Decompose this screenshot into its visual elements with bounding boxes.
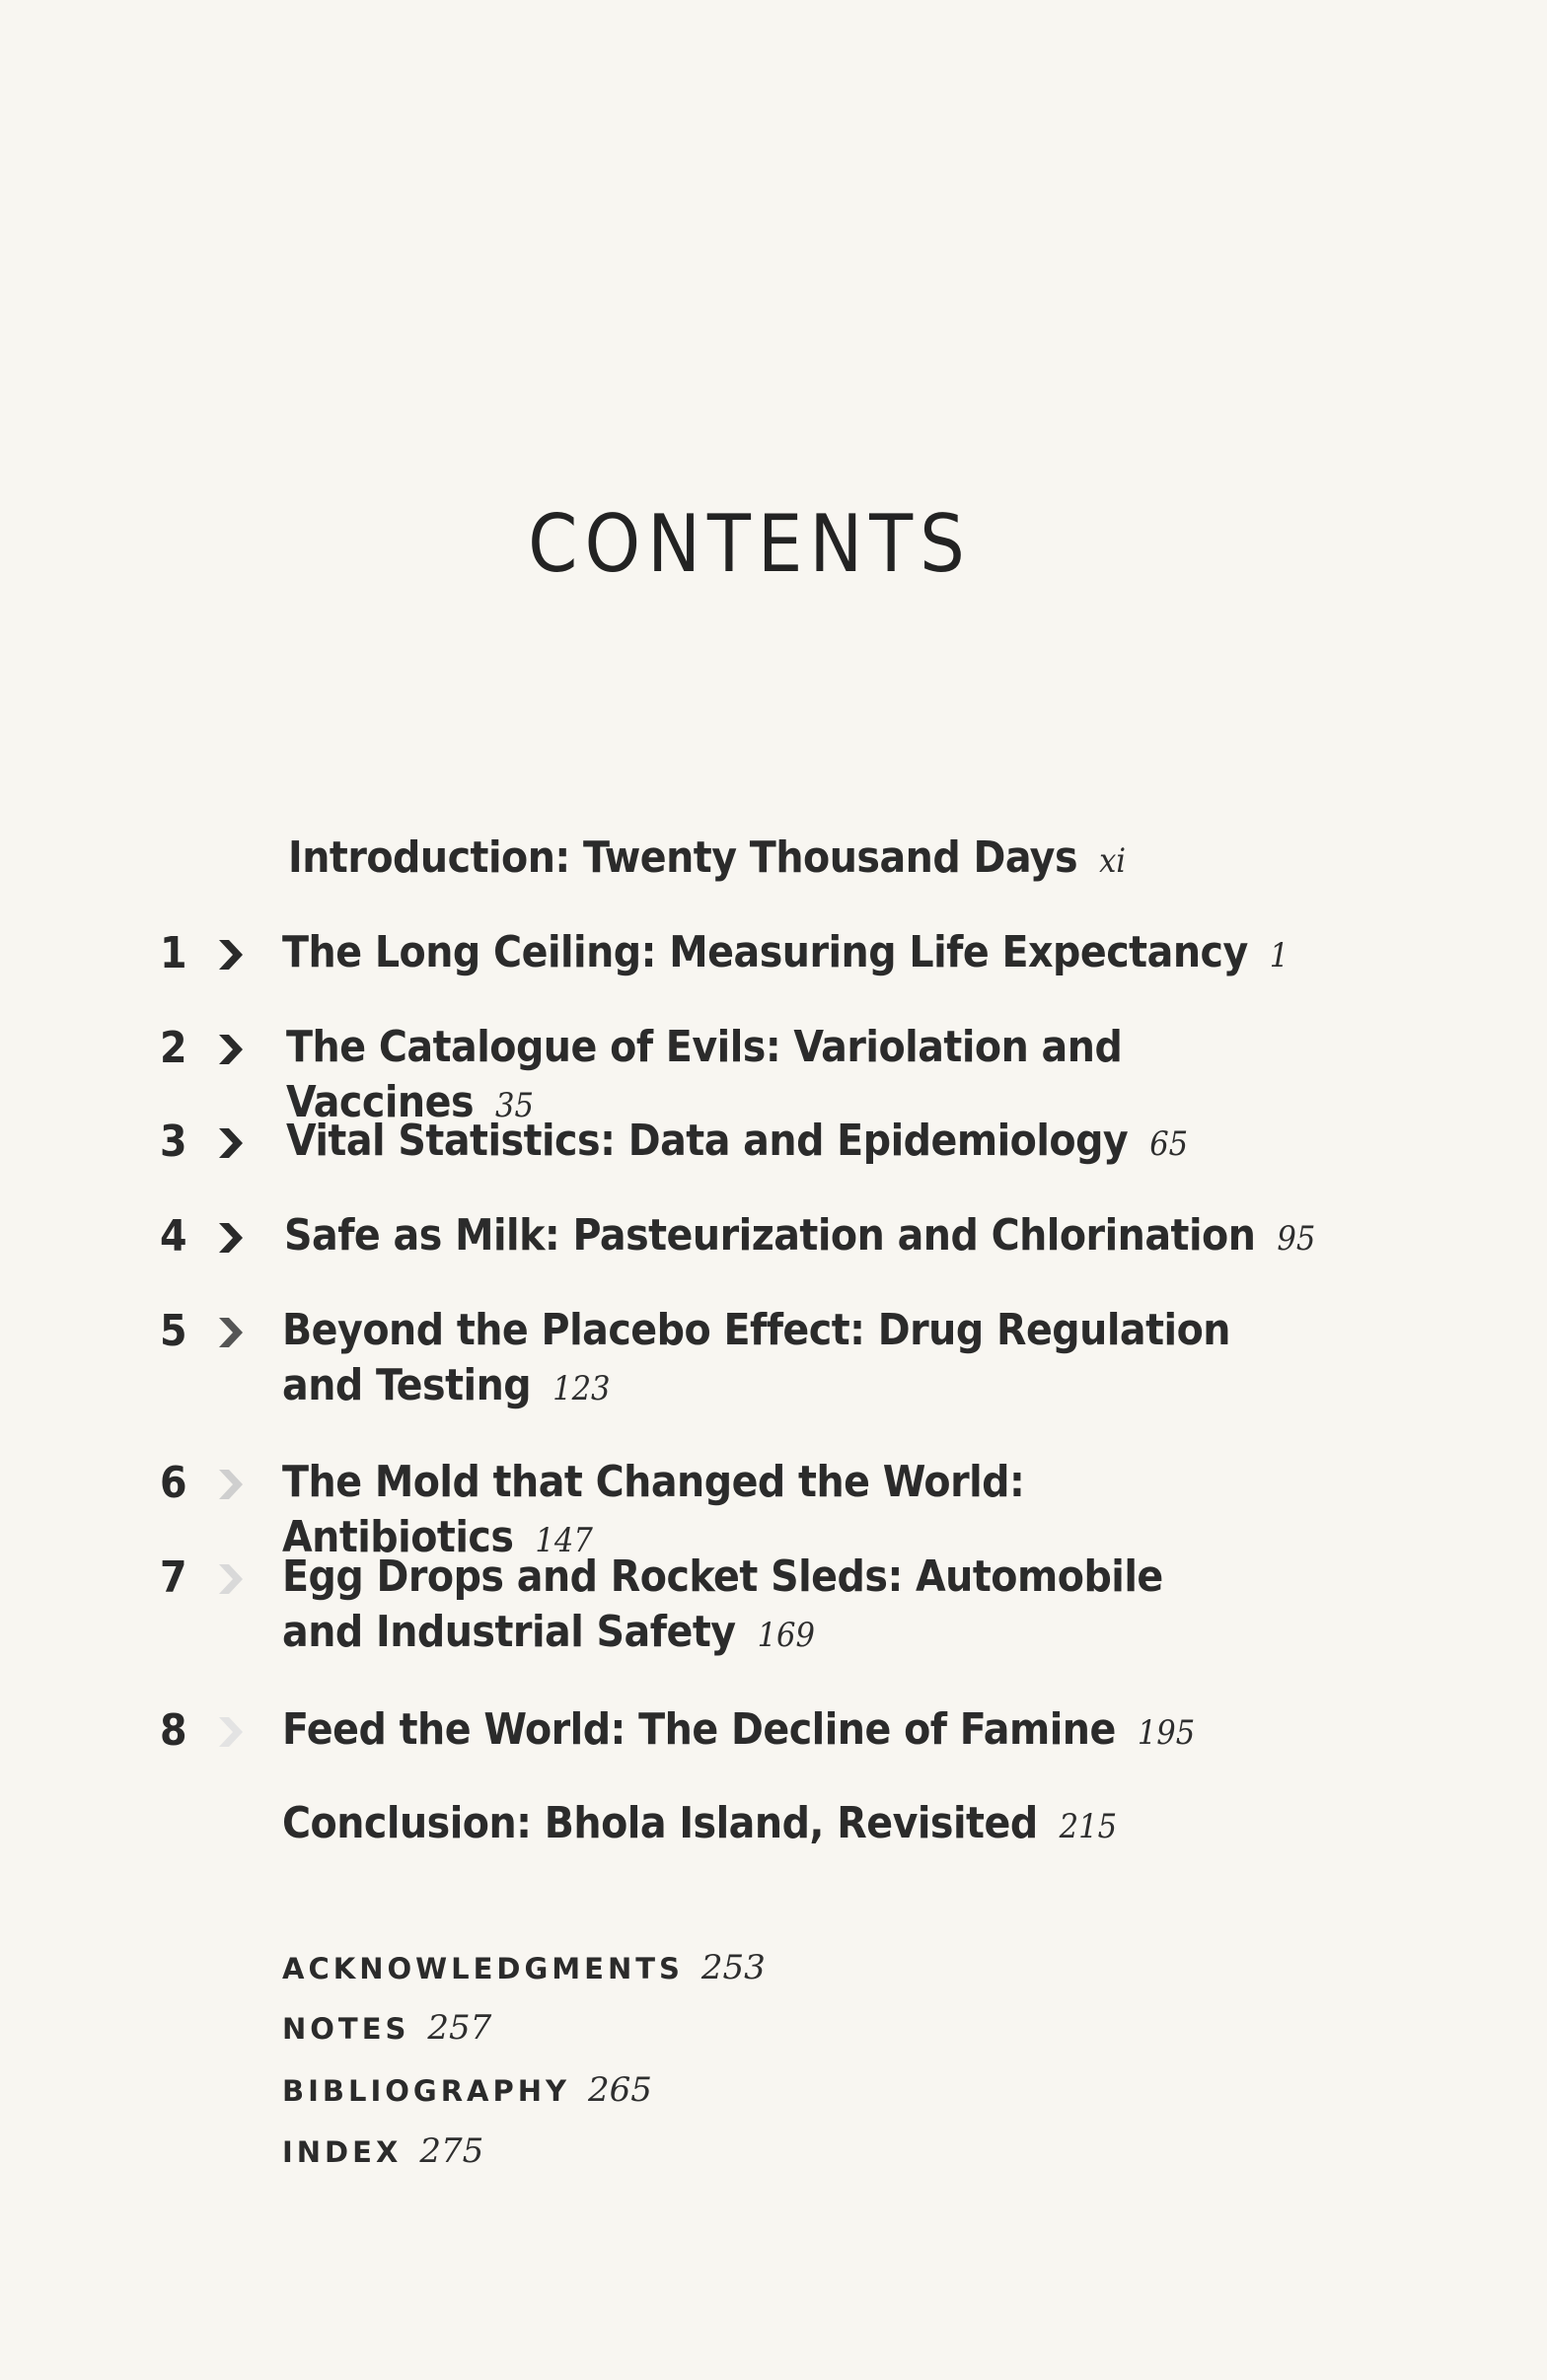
entry-title (282, 1550, 1348, 1663)
entry-title (282, 1702, 1348, 1761)
back-matter-page: 257 (427, 2008, 492, 2048)
entry-page: 65 (1149, 1124, 1189, 1164)
chevron-right-icon (215, 1318, 245, 1347)
page-title: CONTENTS (528, 498, 972, 590)
entry-page: 169 (757, 1616, 815, 1655)
entry-title-text: The Catalogue of Evils: Variolation and Vaccines (286, 1022, 1123, 1127)
entry-title (284, 1208, 1350, 1266)
entry-page: 215 (1059, 1807, 1118, 1846)
entry-title-text: Introduction: Twenty Thousand Days (288, 832, 1078, 883)
chapter-number: 5 (160, 1306, 187, 1356)
entry-title-text: Safe as Milk: Pasteurization and Chlorination (284, 1210, 1256, 1261)
chapter-number: 7 (160, 1552, 187, 1603)
back-matter-label: BIBLIOGRAPHY (282, 2074, 571, 2108)
chevron-right-icon (215, 1470, 245, 1499)
chapter-number: 6 (160, 1458, 187, 1508)
back-matter-page: 253 (700, 1948, 766, 1987)
chapter-number: 4 (160, 1211, 187, 1262)
chapter-number: 3 (160, 1117, 187, 1167)
entry-page: 147 (535, 1521, 593, 1560)
chevron-right-icon (215, 1223, 245, 1253)
entry-title-line-2 (282, 1358, 1348, 1416)
entry-page: 195 (1137, 1713, 1196, 1753)
entry-page: 123 (552, 1369, 611, 1408)
chevron-right-icon (215, 940, 245, 970)
entry-title-line-1: Egg Drops and Rocket Sleds: Automobile (282, 1551, 1163, 1602)
entry-title-text: Conclusion: Bhola Island, Revisited (282, 1798, 1038, 1848)
entry-title (282, 1303, 1348, 1416)
entry-page: xi (1099, 841, 1127, 881)
chapter-number: 8 (160, 1705, 187, 1756)
entry-title-line-2 (282, 1605, 1348, 1663)
entry-title-line-1: Beyond the Placebo Effect: Drug Regulation (282, 1305, 1230, 1355)
back-matter-label: ACKNOWLEDGMENTS (282, 1952, 684, 1985)
chevron-right-icon (215, 1564, 245, 1594)
entry-title-text: Vital Statistics: Data and Epidemiology (286, 1116, 1129, 1166)
entry-title-text: and Testing (282, 1360, 532, 1410)
back-matter-index (282, 2131, 483, 2172)
back-matter-page: 265 (588, 2070, 652, 2110)
entry-title-text: The Mold that Changed the World: Antibiotics (282, 1457, 1025, 1562)
entry-title-text: and Industrial Safety (282, 1607, 736, 1657)
chapter-number: 2 (160, 1023, 187, 1073)
chevron-right-icon (215, 1128, 245, 1158)
back-matter-label: NOTES (282, 2012, 410, 2046)
back-matter-acknowledgments (282, 1948, 766, 1988)
entry-title (282, 925, 1348, 983)
chapter-number: 1 (160, 928, 187, 978)
entry-page: 35 (495, 1086, 534, 1125)
back-matter-bibliography (282, 2070, 652, 2111)
back-matter-label: INDEX (282, 2135, 403, 2169)
entry-title (286, 1114, 1352, 1172)
entry-title-text: Feed the World: The Decline of Famine (282, 1704, 1116, 1755)
entry-title-text: The Long Ceiling: Measuring Life Expectancy (282, 927, 1248, 977)
chevron-right-icon (215, 1717, 245, 1747)
back-matter-page: 275 (419, 2131, 484, 2171)
chevron-right-icon (215, 1035, 245, 1064)
entry-title (282, 1796, 1348, 1854)
entry-title (288, 830, 1354, 889)
entry-page: 95 (1277, 1219, 1316, 1259)
entry-page: 1 (1269, 936, 1289, 975)
back-matter-notes (282, 2008, 491, 2049)
